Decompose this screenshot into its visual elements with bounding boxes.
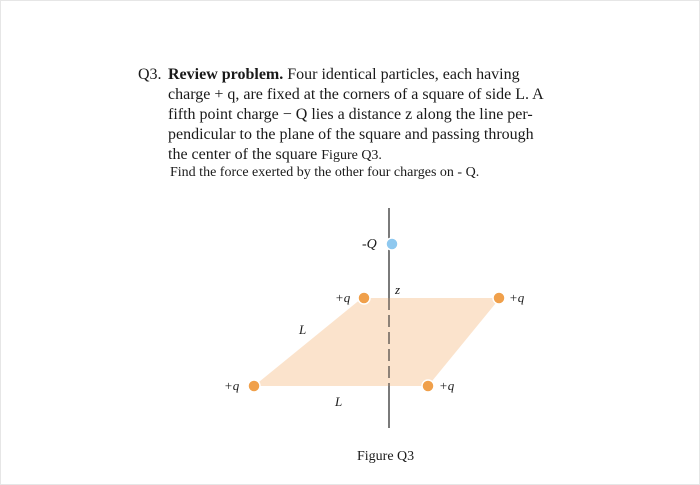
- label-charge-front-right: +q: [439, 378, 455, 393]
- square-plane: [254, 298, 500, 386]
- label-side-bottom: L: [335, 394, 343, 409]
- label-negative-q: -Q: [362, 237, 377, 252]
- question-line-2: charge + q, are fixed at the corners of a square of side L. A: [168, 86, 544, 103]
- label-charge-back-left: +q: [335, 290, 351, 305]
- question-number: Q3.: [138, 66, 162, 83]
- task-text: Find the force exerted by the other four charges on - Q.: [170, 165, 480, 180]
- label-charge-front-left: +q: [224, 378, 240, 393]
- figure-reference: Figure Q3.: [321, 148, 382, 163]
- label-charge-back-right: +q: [509, 290, 525, 305]
- charge-back-left: [358, 292, 370, 304]
- question-line-5-text: the center of the square: [168, 146, 318, 163]
- charge-front-left: [248, 380, 260, 392]
- charge-back-right: [493, 292, 505, 304]
- question-title: Review problem.: [168, 66, 284, 83]
- figure-caption: Figure Q3: [357, 449, 415, 464]
- question-line-3: fifth point charge − Q lies a distance z along the line per-: [168, 106, 533, 123]
- question-line-4: pendicular to the plane of the square and passing through: [168, 126, 534, 143]
- charge-negative-q: [386, 238, 398, 250]
- label-z-axis: z: [395, 282, 401, 297]
- charge-front-right: [422, 380, 434, 392]
- label-side-left: L: [299, 322, 307, 337]
- question-line-1-text: Four identical particles, each having: [287, 66, 520, 83]
